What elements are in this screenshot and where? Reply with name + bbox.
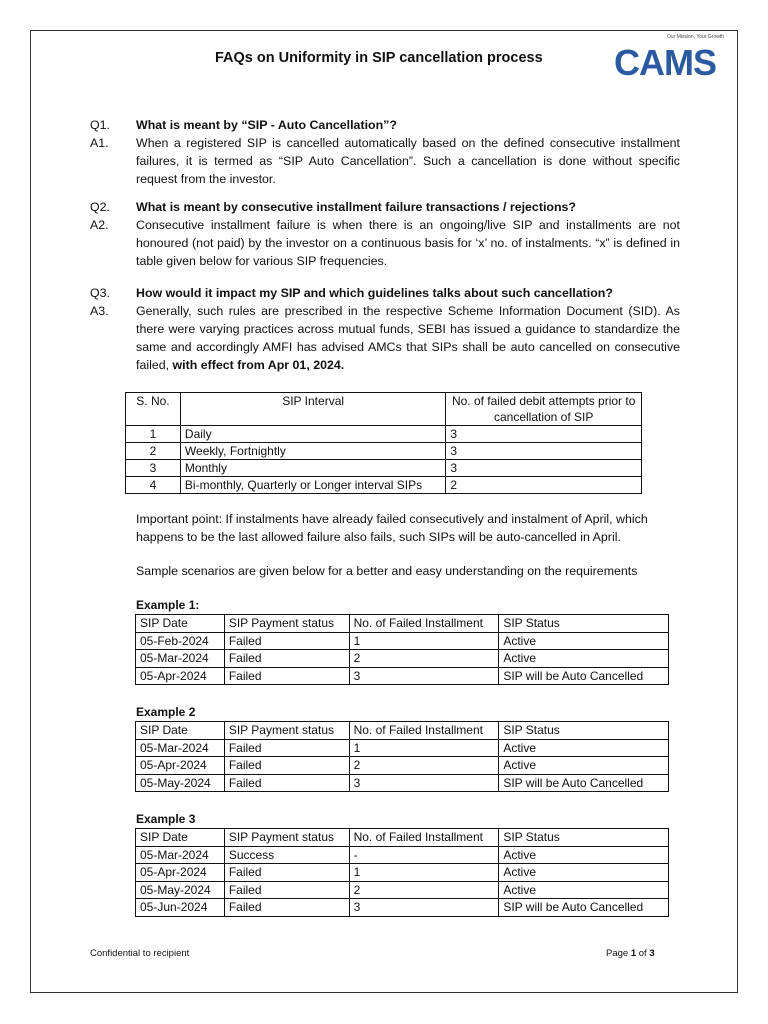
table-header: No. of Failed Installment — [349, 829, 499, 847]
logo-tagline: Our Mission, Your Growth — [667, 34, 724, 40]
table-row — [126, 477, 642, 494]
example-1-table — [135, 614, 669, 685]
table-row — [136, 757, 669, 775]
table-cell: Failed — [224, 899, 349, 917]
faq-2 — [90, 198, 680, 270]
table-cell: 2 — [126, 443, 181, 460]
question-number: Q1. — [90, 118, 110, 132]
table-row — [136, 739, 669, 757]
table-cell: Success — [224, 846, 349, 864]
table-cell: 05-Apr-2024 — [136, 864, 225, 882]
example-2-table — [135, 721, 669, 792]
table-header: No. of failed debit attempts prior to cancellation of SIP — [446, 393, 642, 426]
table-header: SIP Interval — [180, 393, 445, 426]
table-cell: Active — [499, 846, 669, 864]
table-cell: Active — [499, 864, 669, 882]
table-cell: 4 — [126, 477, 181, 494]
question-number: Q2. — [90, 200, 110, 214]
example-3-title: Example 3 — [136, 812, 196, 826]
page-of: of — [638, 948, 647, 959]
table-cell: 3 — [126, 460, 181, 477]
table-cell: 2 — [446, 477, 642, 494]
table-cell: Failed — [224, 632, 349, 650]
table-cell: Failed — [224, 757, 349, 775]
table-header: No. of Failed Installment — [349, 722, 499, 740]
table-cell: Failed — [224, 881, 349, 899]
table-header: SIP Status — [499, 829, 669, 847]
example-3-table — [135, 828, 669, 917]
table-cell: Weekly, Fortnightly — [180, 443, 445, 460]
table-header: SIP Payment status — [224, 722, 349, 740]
answer-number: A1. — [90, 136, 109, 150]
table-cell: 1 — [126, 426, 181, 443]
table-cell: Failed — [224, 774, 349, 792]
table-cell: SIP will be Auto Cancelled — [499, 774, 669, 792]
table-cell: SIP will be Auto Cancelled — [499, 667, 669, 685]
answer-text: Consecutive installment failure is when there is an ongoing/live SIP and installments are not honoured (not paid) by the investor on a continuous basis for ‘x’ no. of instalments. “x” is defined in table given below for various SIP frequencies. — [136, 218, 680, 268]
table-header: SIP Date — [136, 615, 225, 633]
sip-interval-table — [125, 392, 642, 494]
cams-logo — [614, 34, 726, 86]
table-cell: 3 — [349, 899, 499, 917]
table-header: SIP Status — [499, 615, 669, 633]
table-cell: 1 — [349, 864, 499, 882]
answer-text — [136, 302, 680, 374]
question-text: What is meant by consecutive installment failure transactions / rejections? — [136, 200, 576, 214]
table-cell: 05-Jun-2024 — [136, 899, 225, 917]
table-header: SIP Date — [136, 829, 225, 847]
table-cell: Failed — [224, 667, 349, 685]
answer-number: A3. — [90, 304, 109, 318]
answer-text: When a registered SIP is cancelled automatically based on the defined consecutive installment failures, it is termed as “SIP Auto Cancellation”. Such a cancellation is done without specific request from the investor. — [136, 136, 680, 186]
table-cell: 2 — [349, 650, 499, 668]
table-cell: 05-May-2024 — [136, 881, 225, 899]
table-cell: SIP will be Auto Cancelled — [499, 899, 669, 917]
table-cell: 3 — [446, 426, 642, 443]
table-header: No. of Failed Installment — [349, 615, 499, 633]
table-row — [136, 650, 669, 668]
table-cell: 3 — [349, 667, 499, 685]
table-row — [136, 864, 669, 882]
table-cell: Failed — [224, 739, 349, 757]
table-row — [136, 899, 669, 917]
table-cell: 3 — [349, 774, 499, 792]
table-cell: Daily — [180, 426, 445, 443]
table-cell: 05-Feb-2024 — [136, 632, 225, 650]
question-text: How would it impact my SIP and which guidelines talks about such cancellation? — [136, 286, 613, 300]
faq-1 — [90, 116, 680, 188]
table-header: S. No. — [126, 393, 181, 426]
logo-wordmark: CAMS — [614, 42, 716, 83]
table-row — [136, 774, 669, 792]
question-text: What is meant by “SIP - Auto Cancellation”? — [136, 118, 397, 132]
table-row — [136, 846, 669, 864]
table-row — [136, 632, 669, 650]
example-1-title: Example 1: — [136, 598, 200, 612]
important-point: Important point: If instalments have already failed consecutively and instalment of April, which happens to be the last allowed failure also fails, such SIPs will be auto-cancelled in April. — [136, 512, 648, 544]
table-header-row — [136, 722, 669, 740]
table-cell: Active — [499, 881, 669, 899]
table-header: SIP Payment status — [224, 615, 349, 633]
answer-body: Generally, such rules are prescribed in the respective Scheme Information Document (SID). As there were varying practices across mutual funds, SEBI has issued a guidance to standardize the same and accordingly AMFI has advised AMCs that SIPs shall be auto cancelled on consecutive failed, — [136, 304, 680, 372]
table-cell: 2 — [349, 881, 499, 899]
table-header: SIP Date — [136, 722, 225, 740]
table-cell: 05-Apr-2024 — [136, 667, 225, 685]
table-cell: Active — [499, 632, 669, 650]
table-cell: 05-May-2024 — [136, 774, 225, 792]
table-header: SIP Status — [499, 722, 669, 740]
footer-page-number — [606, 948, 655, 959]
table-cell: 05-Mar-2024 — [136, 846, 225, 864]
table-cell: Active — [499, 650, 669, 668]
document-title: FAQs on Uniformity in SIP cancellation process — [215, 50, 543, 66]
table-cell: 05-Apr-2024 — [136, 757, 225, 775]
table-cell: 05-Mar-2024 — [136, 650, 225, 668]
example-2-title: Example 2 — [136, 705, 196, 719]
page-total: 3 — [649, 948, 655, 959]
table-header: SIP Payment status — [224, 829, 349, 847]
table-cell: 05-Mar-2024 — [136, 739, 225, 757]
table-cell: Bi-monthly, Quarterly or Longer interval SIPs — [180, 477, 445, 494]
table-cell: 1 — [349, 632, 499, 650]
table-header-row — [136, 615, 669, 633]
effective-date-text: with effect from Apr 01, 2024. — [172, 358, 345, 372]
table-row — [136, 881, 669, 899]
table-cell: 2 — [349, 757, 499, 775]
table-cell: Active — [499, 739, 669, 757]
table-cell: 3 — [446, 460, 642, 477]
table-row — [126, 460, 642, 477]
sample-intro: Sample scenarios are given below for a better and easy understanding on the requirements — [136, 564, 638, 578]
table-header-row — [126, 393, 642, 426]
footer-confidential: Confidential to recipient — [90, 948, 190, 959]
table-row — [136, 667, 669, 685]
table-cell: Failed — [224, 650, 349, 668]
page-current: 1 — [630, 948, 637, 959]
table-cell: Active — [499, 757, 669, 775]
faq-3 — [90, 284, 680, 374]
page-label: Page — [606, 948, 629, 959]
answer-number: A2. — [90, 218, 109, 232]
table-cell: 1 — [349, 739, 499, 757]
table-row — [126, 443, 642, 460]
table-cell: Failed — [224, 864, 349, 882]
question-number: Q3. — [90, 286, 110, 300]
table-cell: Monthly — [180, 460, 445, 477]
table-row — [126, 426, 642, 443]
table-cell: 3 — [446, 443, 642, 460]
table-header-row — [136, 829, 669, 847]
table-cell: - — [349, 846, 499, 864]
